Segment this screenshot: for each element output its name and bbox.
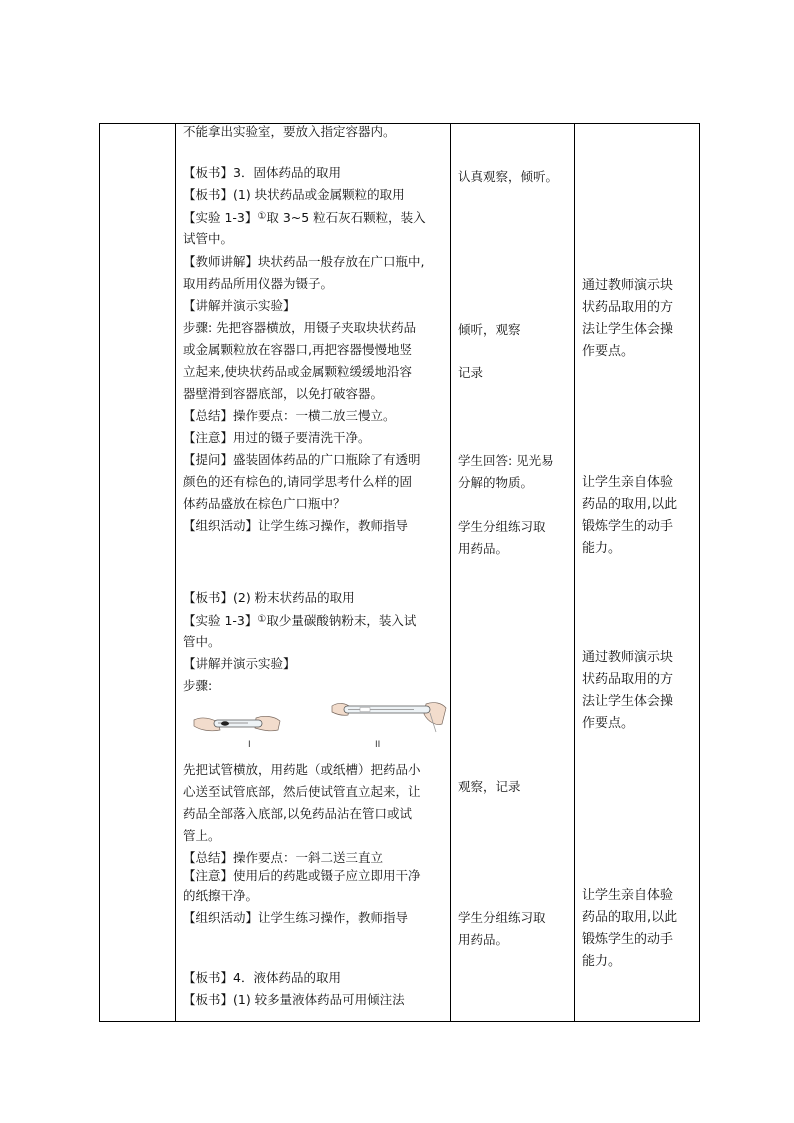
- teacher-line: 【讲解并演示实验】: [183, 656, 296, 671]
- design-intent-cell: [575, 124, 700, 1022]
- student-line: 分解的物质。: [458, 475, 534, 490]
- teacher-line: 【实验 1-3】①取少量碳酸钠粉末，装入试: [183, 613, 417, 628]
- teacher-line: 心送至试管底部，然后使试管直立起来，让: [183, 784, 421, 799]
- intent-line: 作要点。: [582, 716, 635, 731]
- teacher-line: 试管中。: [183, 231, 234, 246]
- figure-label-two: II: [375, 740, 381, 750]
- empty-column-cell: [100, 124, 176, 1022]
- teacher-line: 先把试管横放，用药匙（或纸槽）把药品小: [183, 762, 421, 777]
- teacher-line: 【总结】操作要点：一横二放三慢立。: [183, 408, 396, 423]
- teacher-line: 【板书】3．固体药品的取用: [183, 165, 341, 180]
- student-line: 学生分组练习取: [458, 910, 546, 925]
- teacher-line: 器壁滑到容器底部，以免打破容器。: [183, 386, 384, 401]
- student-activity-cell: [451, 124, 575, 1022]
- teacher-line: 体药品盛放在棕色广口瓶中？: [183, 496, 346, 511]
- student-line: 观察，记录: [458, 779, 521, 794]
- student-line: 用药品。: [458, 932, 509, 947]
- teacher-line: 立起来,使块状药品或金属颗粒缓缓地沿容: [183, 364, 412, 379]
- intent-line: 作要点。: [582, 344, 635, 359]
- teacher-line: 【组织活动】让学生练习操作，教师指导: [183, 910, 409, 925]
- student-line: 用药品。: [458, 541, 509, 556]
- student-line: 倾听，观察: [458, 322, 521, 337]
- teacher-line: 管上。: [183, 828, 221, 843]
- intent-line: 锻炼学生的动手: [582, 932, 674, 947]
- student-line: 认真观察，倾听。: [458, 169, 559, 184]
- teacher-line: 不能拿出实验室，要放入指定容器内。: [183, 124, 396, 139]
- intent-line: 状药品取用的方: [582, 300, 674, 315]
- teacher-activity-cell: [176, 124, 451, 1022]
- teacher-line: 药品全部落入底部,以免药品沾在管口或试: [183, 806, 412, 821]
- intent-line: 能力。: [582, 541, 622, 556]
- intent-line: 能力。: [582, 954, 622, 969]
- teacher-line: 【板书】4．液体药品的取用: [183, 970, 341, 985]
- intent-line: 法让学生体会操: [582, 694, 674, 709]
- student-line: 记录: [458, 365, 484, 380]
- teacher-line: 【提问】盛装固体药品的广口瓶除了有透明: [183, 452, 421, 467]
- lesson-plan-table: [99, 123, 700, 1022]
- intent-line: 药品的取用,以此: [582, 497, 678, 512]
- teacher-line: 【板书】(2) 粉末状药品的取用: [183, 590, 355, 605]
- teacher-line: 【总结】操作要点：一斜二送三直立: [183, 850, 384, 865]
- teacher-line: 【教师讲解】块状药品一般存放在广口瓶中,: [183, 254, 425, 269]
- intent-line: 通过教师演示块: [582, 650, 674, 665]
- teacher-line: 【组织活动】让学生练习操作，教师指导: [183, 518, 409, 533]
- teacher-line: 取用药品所用仪器为镊子。: [183, 276, 334, 291]
- intent-line: 让学生亲自体验: [582, 888, 674, 903]
- intent-line: 药品的取用,以此: [582, 910, 678, 925]
- teacher-line: 或金属颗粒放在容器口,再把容器慢慢地竖: [183, 342, 412, 357]
- teacher-line: 【讲解并演示实验】: [183, 298, 296, 313]
- student-line: 学生分组练习取: [458, 519, 546, 534]
- intent-line: 状药品取用的方: [582, 672, 674, 687]
- intent-line: 通过教师演示块: [582, 278, 674, 293]
- intent-line: 让学生亲自体验: [582, 475, 674, 490]
- intent-line: 法让学生体会操: [582, 322, 674, 337]
- teacher-line: 管中。: [183, 634, 221, 649]
- teacher-line: 【注意】使用后的药匙或镊子应立即用干净: [183, 868, 421, 883]
- teacher-line: 的纸擦干净。: [183, 888, 259, 903]
- horizontal-test-tube-illustration: [192, 706, 282, 748]
- student-line: 学生回答: 见光易: [458, 453, 554, 468]
- teacher-line: 【板书】(1) 块状药品或金属颗粒的取用: [183, 187, 405, 202]
- teacher-line: 步骤: 先把容器横放，用镊子夹取块状药品: [183, 320, 417, 335]
- teacher-line: 【实验 1-3】①取 3~5 粒石灰石颗粒，装入: [183, 210, 426, 225]
- upright-test-tube-illustration: [330, 698, 448, 742]
- teacher-line: 【板书】(1) 较多量液体药品可用倾注法: [183, 992, 405, 1007]
- teacher-line: 【注意】用过的镊子要清洗干净。: [183, 430, 371, 445]
- teacher-line: 颜色的还有棕色的,请同学思考什么样的固: [183, 474, 412, 489]
- intent-line: 锻炼学生的动手: [582, 519, 674, 534]
- figure-label-one: I: [248, 740, 251, 750]
- teacher-line: 步骤:: [183, 678, 213, 693]
